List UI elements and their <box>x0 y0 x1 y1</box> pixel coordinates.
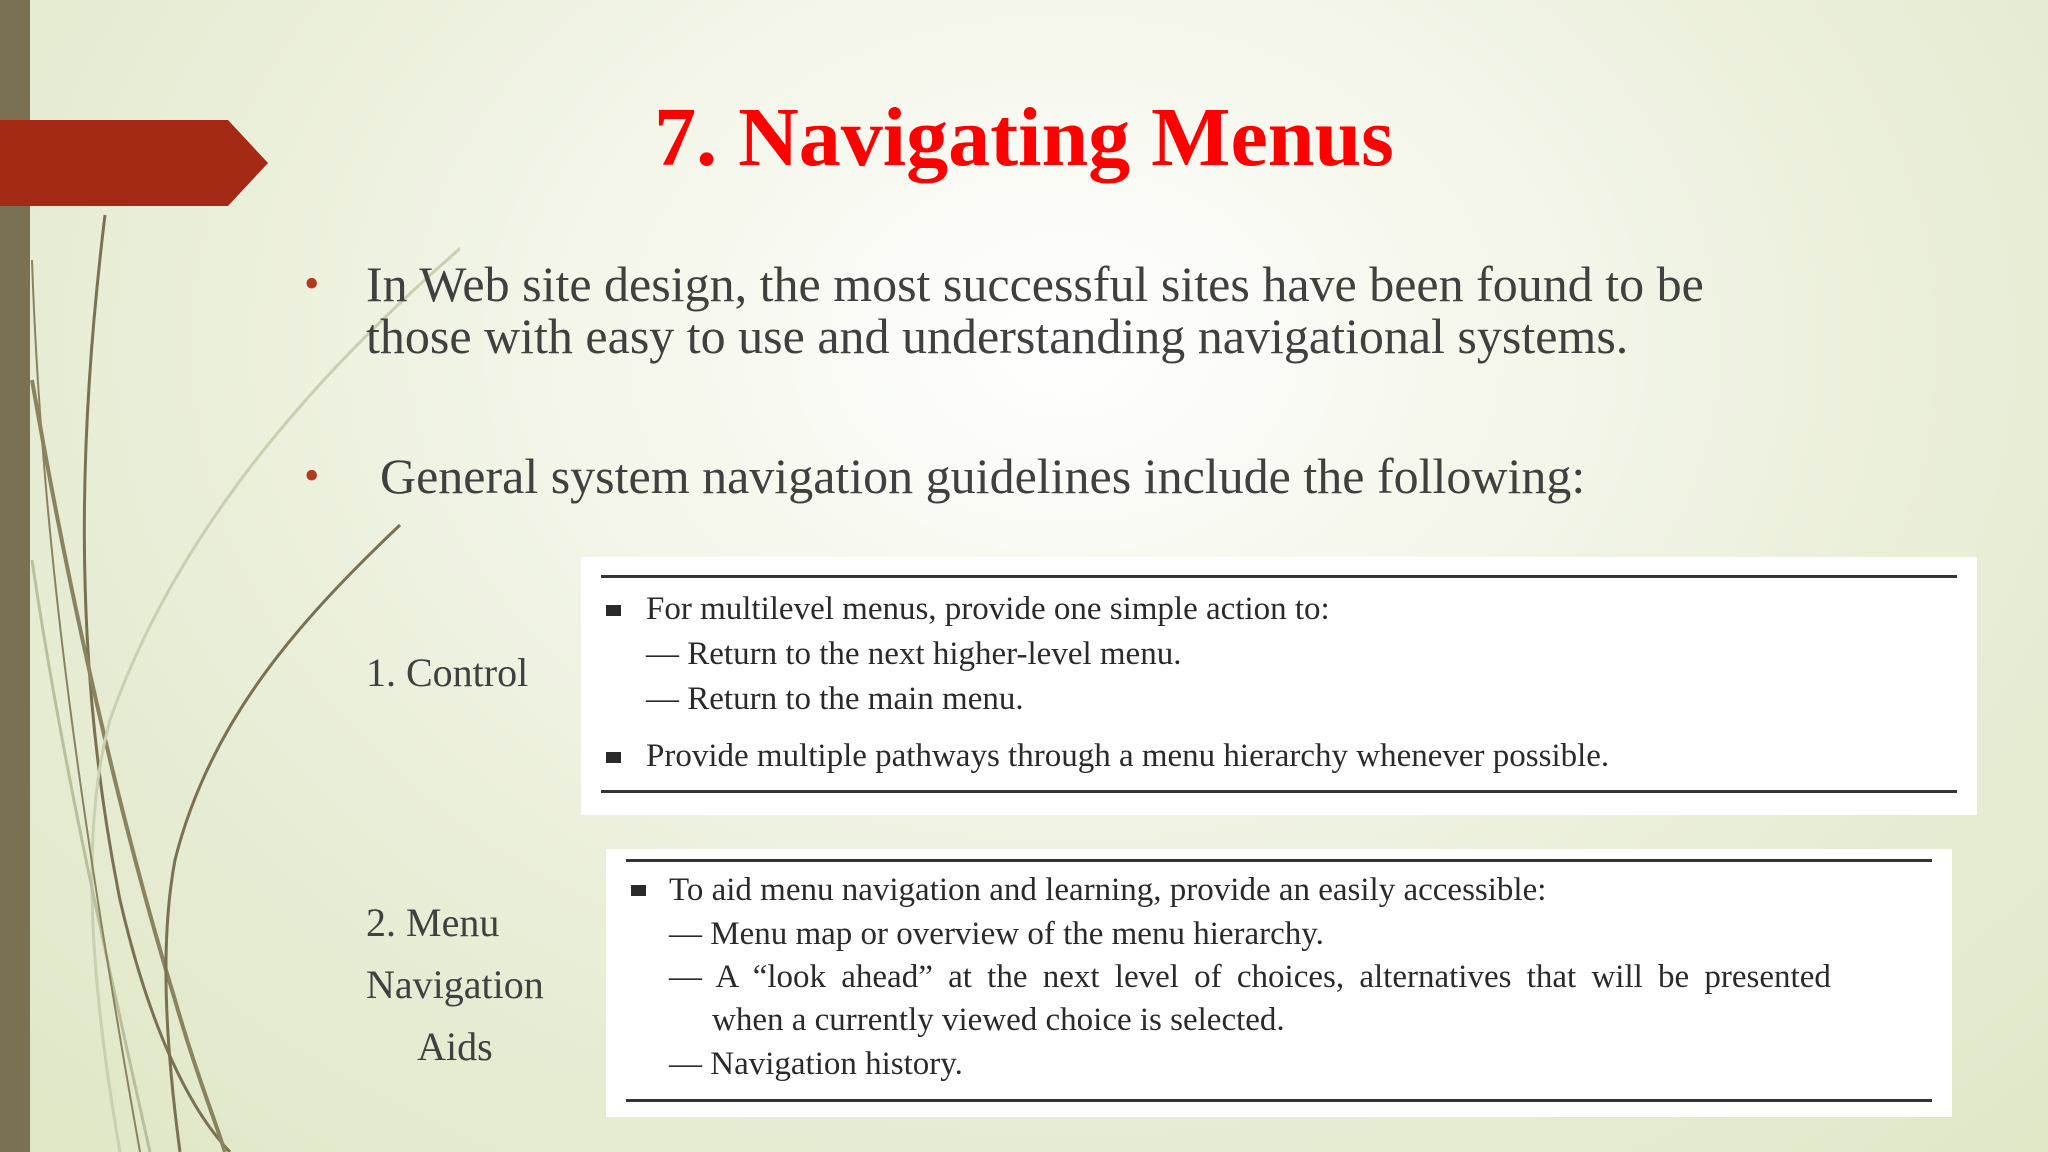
top-rule <box>626 859 1932 862</box>
control-guidelines-box <box>581 557 1977 815</box>
aids-sub-item-2-line-2: when a currently viewed choice is selected. <box>712 1002 1285 1038</box>
navigation-aids-box <box>606 849 1952 1117</box>
bullet-list <box>300 258 1860 502</box>
bullet-item-web-design <box>300 258 1860 362</box>
control-item-2: Provide multiple pathways through a menu hierarchy whenever possible. <box>646 738 1610 774</box>
bottom-rule <box>601 790 1957 793</box>
control-sub-item-1: — Return to the next higher-level menu. <box>646 636 1182 672</box>
top-rule <box>601 575 1957 578</box>
control-item-1: For multilevel menus, provide one simple action to: <box>646 591 1330 627</box>
square-bullet-icon <box>606 605 621 616</box>
bottom-rule <box>626 1099 1932 1102</box>
bullet-dot: • <box>304 451 320 500</box>
aids-sub-item-1: — Menu map or overview of the menu hierarchy. <box>669 916 1324 952</box>
square-bullet-icon <box>606 752 621 763</box>
label-control: 1. Control <box>366 650 529 695</box>
label-menu-navigation-aids <box>366 892 544 1078</box>
bullet-text: General system navigation guidelines include the following: <box>380 448 1586 504</box>
label-aids-line-1: 2. Menu <box>366 900 500 945</box>
aids-sub-item-3: — Navigation history. <box>669 1046 963 1082</box>
square-bullet-icon <box>631 885 646 896</box>
slide-title: 7. Navigating Menus <box>654 91 1394 184</box>
control-sub-item-2: — Return to the main menu. <box>646 681 1024 717</box>
label-aids-line-3: Aids <box>417 1024 493 1069</box>
aids-item-1: To aid menu navigation and learning, provide an easily accessible: <box>669 872 1547 908</box>
bullet-text-line-2: those with easy to use and understanding navigational systems. <box>366 308 1629 364</box>
bullet-item-guidelines <box>300 450 1860 502</box>
aids-sub-item-2-line-1: — A “look ahead” at the next level of choices, alternatives that will be presented <box>669 959 1831 995</box>
label-aids-line-2: Navigation <box>366 962 544 1007</box>
bullet-dot: • <box>304 259 320 308</box>
bullet-text-line-1: In Web site design, the most successful sites have been found to be <box>366 256 1704 312</box>
